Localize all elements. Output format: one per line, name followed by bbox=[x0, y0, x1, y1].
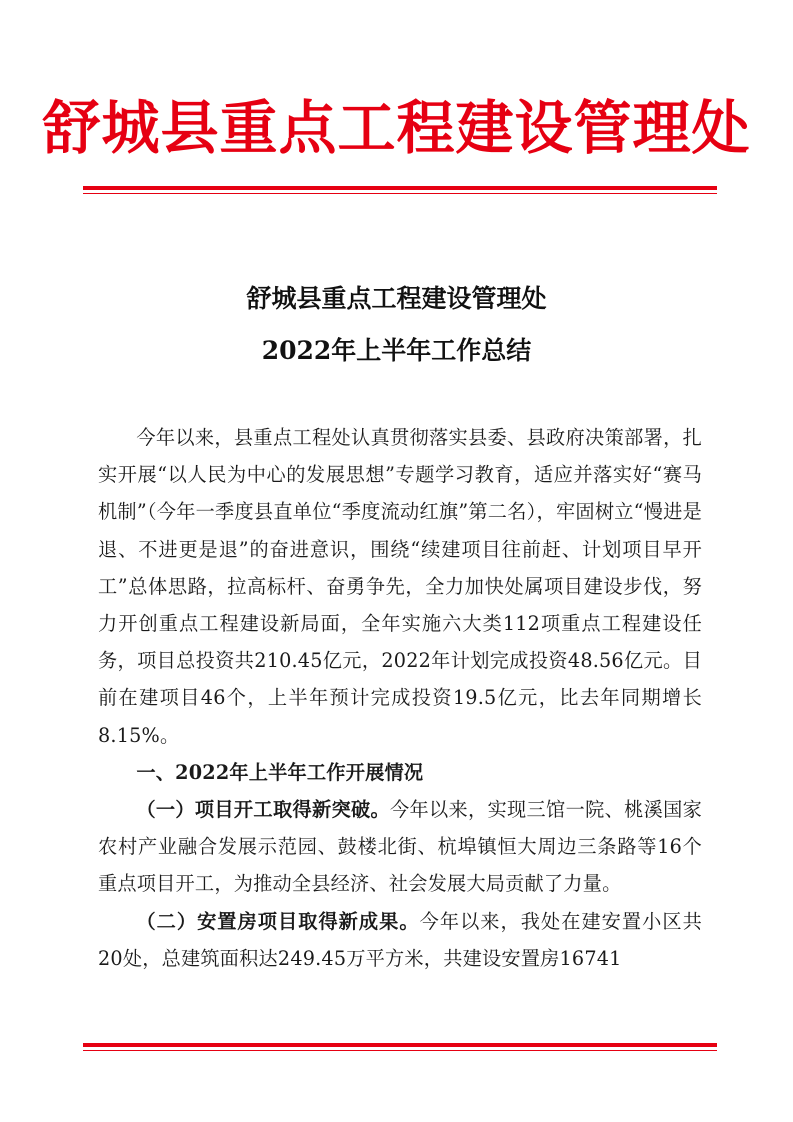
item-text-2: 今年以来，我处在建安置小区共20处，总建筑面积达249.45万平方米，共建设安置房16741 bbox=[98, 909, 702, 970]
item-paragraph-1 bbox=[98, 791, 702, 903]
item-heading-2: （二）安置房项目取得新成果。 bbox=[136, 909, 420, 933]
document-title-line-1: 舒城县重点工程建设管理处 bbox=[246, 284, 547, 313]
item-paragraph-2 bbox=[98, 903, 702, 977]
intro-paragraph: 今年以来，县重点工程处认真贯彻落实县委、县政府决策部署，扎实开展“以人民为中心的发展思想”专题学习教育，适应并落实好“赛马机制”（今年一季度县直单位“季度流动红旗”第二名），牢固树立“慢进是退、不进更是退”的奋进意识，围绕“续建项目往前赶、计划项目早开工”总体思路，拉高标杆、奋勇争先，全力加快处属项目建设步伐，努力开创重点工程建设新局面，全年实施六大类112项重点工程建设任务，项目总投资共210.45亿元，2022年计划完成投资48.56亿元。目前在建项目46个，上半年预计完成投资19.5亿元，比去年同期增长8.15%。 bbox=[98, 426, 702, 747]
item-text-1: 今年以来，实现三馆一院、桃溪国家农村产业融合发展示范园、鼓楼北街、杭埠镇恒大周边三条路等16个重点项目开工，为推动全县经济、社会发展大局贡献了力量。 bbox=[98, 798, 702, 896]
footer-divider bbox=[83, 1043, 717, 1051]
letterhead-divider bbox=[83, 186, 717, 194]
letterhead-organization-name: 舒城县重点工程建设管理处 bbox=[42, 94, 751, 162]
document-body bbox=[98, 419, 702, 977]
item-heading-1: （一）项目开工取得新突破。 bbox=[136, 798, 390, 822]
document-title-line-2: 2022年上半年工作总结 bbox=[261, 336, 532, 365]
section-heading-1: 一、2022年上半年工作开展情况 bbox=[136, 760, 424, 784]
